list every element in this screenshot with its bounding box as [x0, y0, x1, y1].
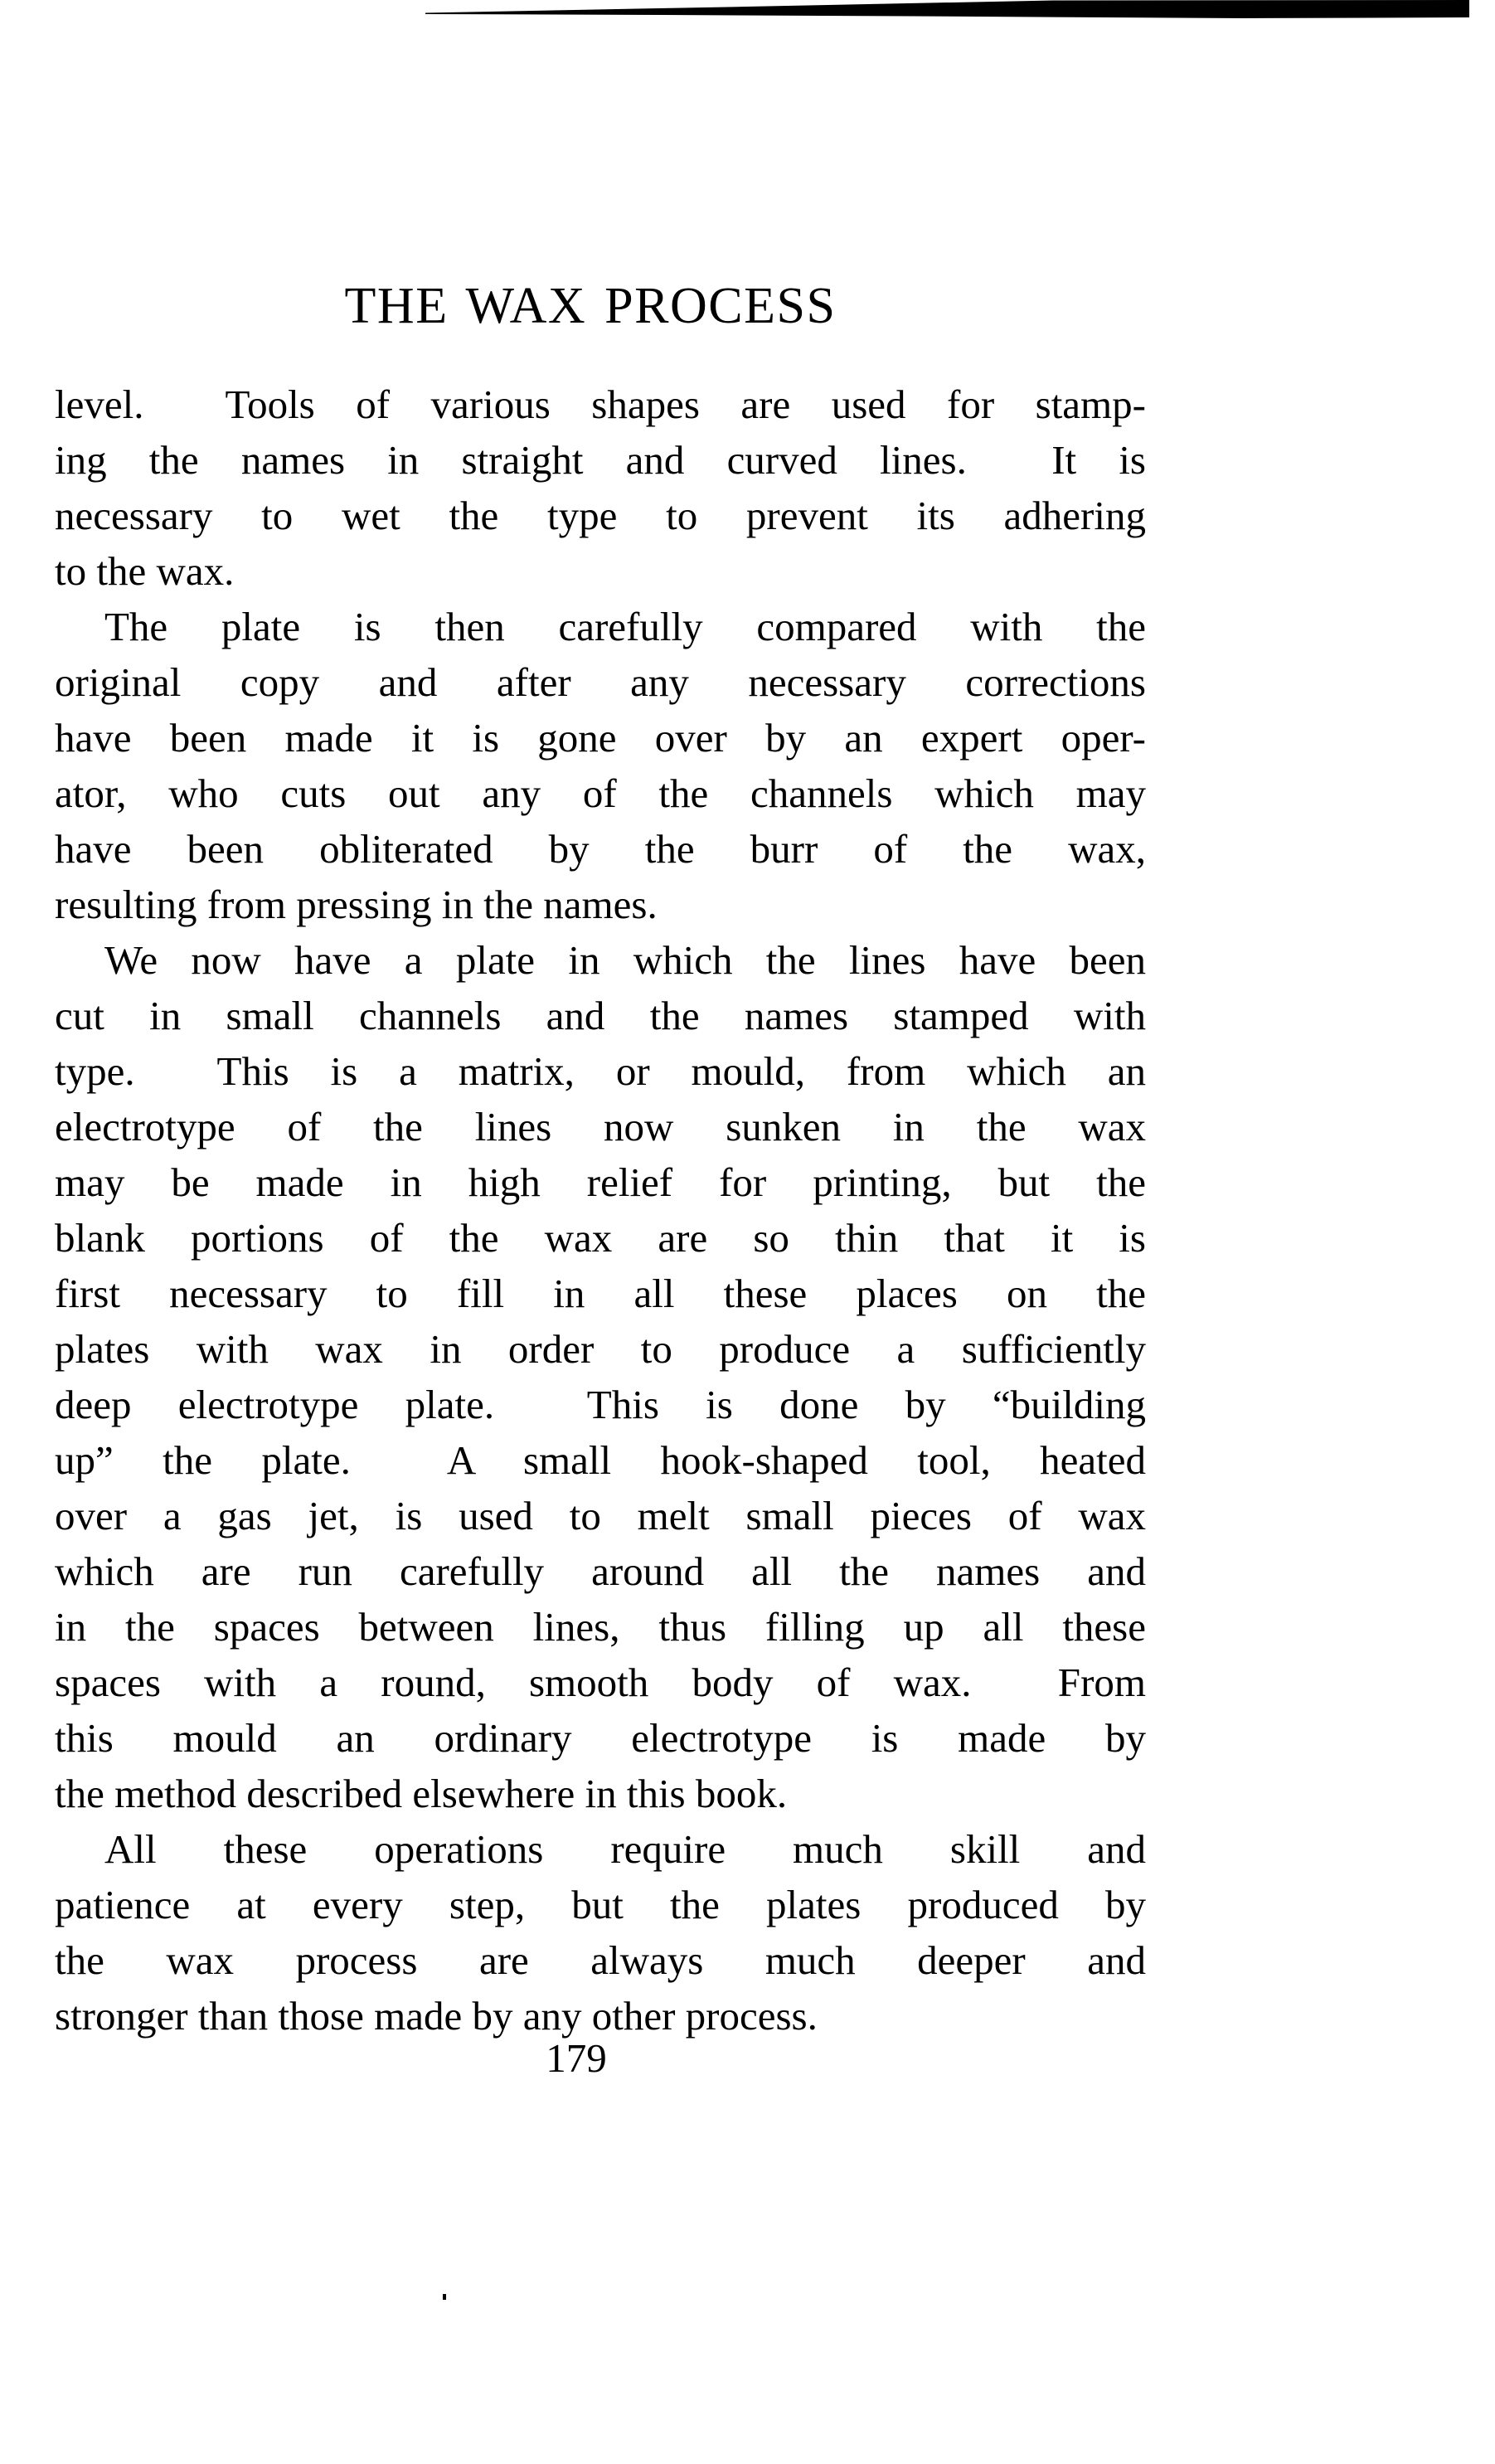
text-line: have been made it is gone over by an expert oper- — [55, 715, 1146, 761]
text-line: necessary to wet the type to prevent its adhering — [55, 493, 1146, 538]
text-line: level. Tools of various shapes are used for stamp- — [55, 382, 1146, 427]
page-title: THE WAX PROCESS — [344, 278, 837, 334]
text-line: We now have a plate in which the lines have been — [104, 937, 1146, 983]
text-line: type. This is a matrix, or mould, from which an — [55, 1048, 1146, 1094]
text-line: the method described elsewhere in this book. — [55, 1771, 788, 1816]
text-line: blank portions of the wax are so thin that it is — [55, 1215, 1146, 1261]
text-line: over a gas jet, is used to melt small pieces of wax — [55, 1493, 1146, 1538]
text-line: have been obliterated by the burr of the wax, — [55, 826, 1146, 872]
text-line: to the wax. — [55, 548, 235, 594]
text-line: ing the names in straight and curved lines. It is — [55, 437, 1146, 483]
text-line: plates with wax in order to produce a sufficiently — [55, 1326, 1146, 1372]
text-line: ator, who cuts out any of the channels which may — [55, 770, 1146, 816]
text-line: may be made in high relief for printing, but the — [55, 1159, 1146, 1205]
text-line: stronger than those made by any other process. — [55, 1993, 818, 2039]
text-line: resulting from pressing in the names. — [55, 882, 658, 927]
body-text — [55, 377, 1146, 2044]
text-line: patience at every step, but the plates produced by — [55, 1882, 1146, 1927]
text-line: the wax process are always much deeper and — [55, 1937, 1146, 1983]
text-line: this mould an ordinary electrotype is made by — [55, 1715, 1146, 1761]
text-line: All these operations require much skill and — [104, 1826, 1146, 1872]
text-line: cut in small channels and the names stamped with — [55, 993, 1146, 1038]
scan-artifact-top-wedge — [0, 0, 1495, 33]
text-line: deep electrotype plate. This is done by “building — [55, 1382, 1146, 1427]
text-line: electrotype of the lines now sunken in the wax — [55, 1104, 1146, 1149]
text-line: up” the plate. A small hook-shaped tool, heated — [55, 1437, 1146, 1483]
page-number: 179 — [546, 2035, 607, 2081]
text-line: The plate is then carefully compared with the — [104, 604, 1146, 649]
text-line: which are run carefully around all the names and — [55, 1548, 1146, 1594]
text-line: original copy and after any necessary corrections — [55, 659, 1146, 705]
text-line: in the spaces between lines, thus filling up all these — [55, 1604, 1146, 1650]
text-line: first necessary to fill in all these places on the — [55, 1271, 1146, 1316]
text-line: spaces with a round, smooth body of wax. From — [55, 1660, 1146, 1705]
scan-speck — [443, 2294, 446, 2300]
